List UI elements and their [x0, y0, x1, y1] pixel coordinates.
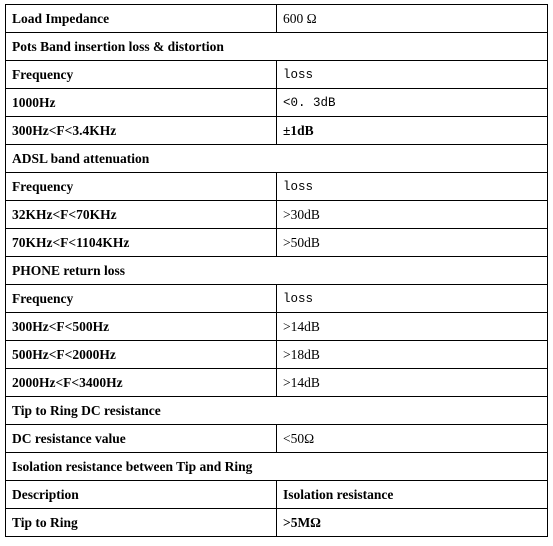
row-value: <0. 3dB: [277, 89, 548, 117]
row-label: 2000Hz<F<3400Hz: [6, 369, 277, 397]
table-row: [6, 509, 548, 537]
section-heading-row: [6, 453, 548, 481]
table-row: [6, 117, 548, 145]
adsl-column-label: Frequency: [6, 173, 277, 201]
adsl-column-value: loss: [277, 173, 548, 201]
phone-section-heading: PHONE return loss: [6, 257, 548, 285]
table-row: [6, 89, 548, 117]
table-row: [6, 201, 548, 229]
row-label: 300Hz<F<500Hz: [6, 313, 277, 341]
row-value: >14dB: [277, 369, 548, 397]
row-value: >30dB: [277, 201, 548, 229]
isolation-column-value: Isolation resistance: [277, 481, 548, 509]
dc-resistance-label: DC resistance value: [6, 425, 277, 453]
section-heading-row: [6, 397, 548, 425]
row-value: >14dB: [277, 313, 548, 341]
table-row: [6, 425, 548, 453]
phone-column-label: Frequency: [6, 285, 277, 313]
row-label: 32KHz<F<70KHz: [6, 201, 277, 229]
row-label: 1000Hz: [6, 89, 277, 117]
table-row: [6, 229, 548, 257]
section-heading-row: [6, 257, 548, 285]
table-row: [6, 369, 548, 397]
isolation-column-label: Description: [6, 481, 277, 509]
pots-column-label: Frequency: [6, 61, 277, 89]
row-value: ±1dB: [277, 117, 548, 145]
load-impedance-value: 600 Ω: [277, 5, 548, 33]
spec-table: [5, 4, 548, 537]
isolation-row-value: >5MΩ: [277, 509, 548, 537]
row-label: 70KHz<F<1104KHz: [6, 229, 277, 257]
table-row: [6, 285, 548, 313]
dc-section-heading: Tip to Ring DC resistance: [6, 397, 548, 425]
row-label: 300Hz<F<3.4KHz: [6, 117, 277, 145]
load-impedance-label: Load Impedance: [6, 5, 277, 33]
table-row: [6, 173, 548, 201]
section-heading-row: [6, 33, 548, 61]
table-row: [6, 61, 548, 89]
isolation-section-heading: Isolation resistance between Tip and Ring: [6, 453, 548, 481]
phone-column-value: loss: [277, 285, 548, 313]
dc-resistance-value: <50Ω: [277, 425, 548, 453]
row-value: >50dB: [277, 229, 548, 257]
section-heading-row: [6, 145, 548, 173]
pots-section-heading: Pots Band insertion loss & distortion: [6, 33, 548, 61]
table-row: [6, 341, 548, 369]
table-row: [6, 313, 548, 341]
table-row: [6, 481, 548, 509]
row-value: >18dB: [277, 341, 548, 369]
row-label: 500Hz<F<2000Hz: [6, 341, 277, 369]
isolation-row-label: Tip to Ring: [6, 509, 277, 537]
adsl-section-heading: ADSL band attenuation: [6, 145, 548, 173]
table-row: [6, 5, 548, 33]
pots-column-value: loss: [277, 61, 548, 89]
